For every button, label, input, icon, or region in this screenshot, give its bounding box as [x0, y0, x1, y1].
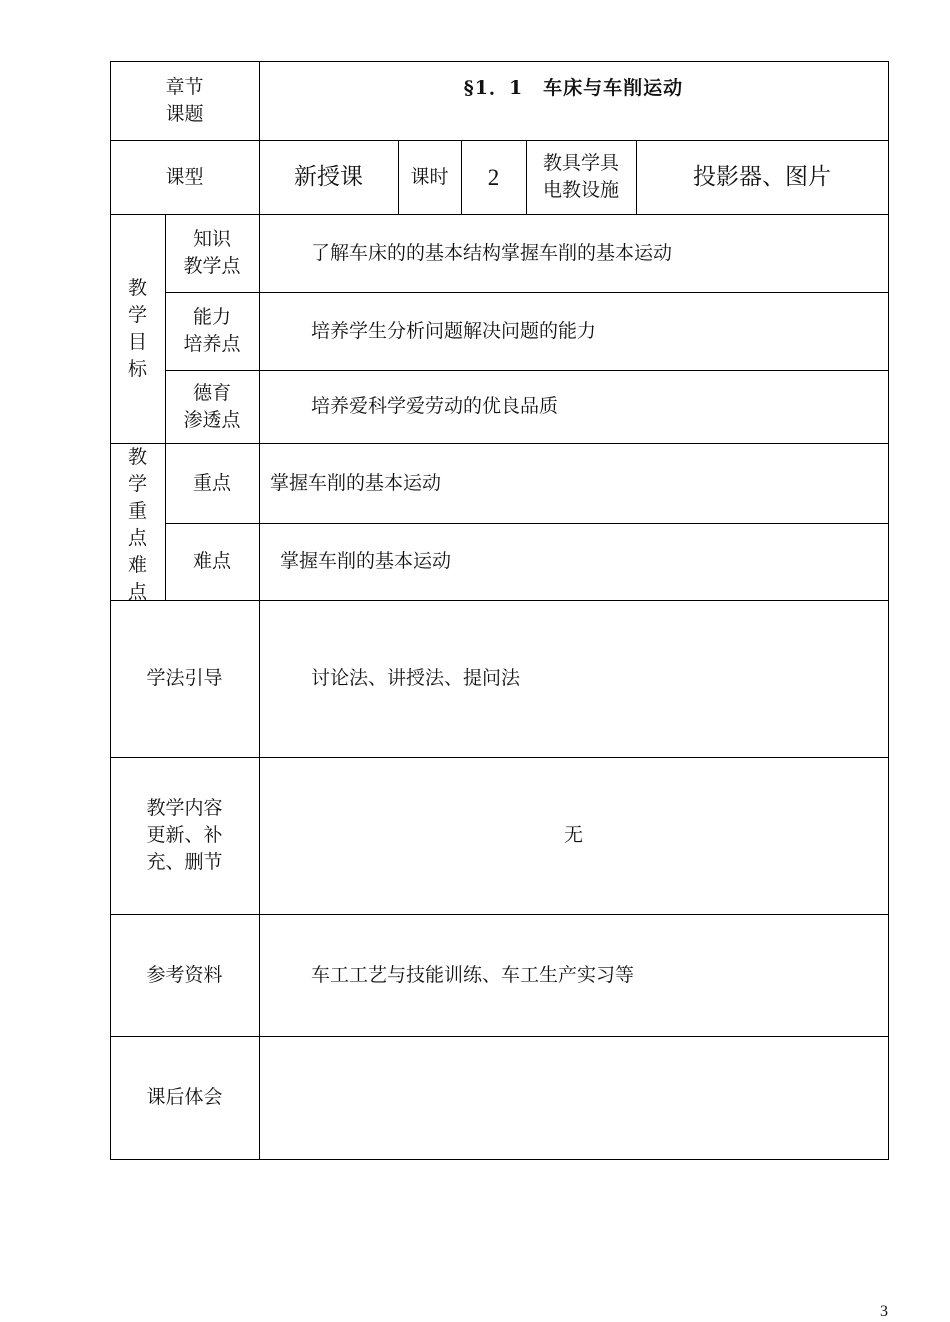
lesson-hours-value: 2 [487, 164, 500, 190]
lesson-type-value: 新授课 [294, 163, 363, 190]
keypoint-label-difficulty: 难点 [192, 550, 231, 572]
keypoints-group-label: 教 学 重 点 难 点 [127, 446, 147, 600]
objective-label-ability: 能力 培养点 [183, 306, 241, 355]
table-border-right [888, 61, 889, 1160]
teaching-aids-label: 教具学具 电教设施 [542, 152, 619, 201]
content-update-label: 教学内容 更新、补 充、删节 [146, 797, 223, 873]
reflection-value [311, 1036, 881, 1159]
chapter-title-text: §1．1 车床与车削运动 [463, 76, 684, 99]
objective-label-moral: 德育 渗透点 [183, 381, 241, 431]
chapter-title [259, 61, 888, 115]
method-value: 讨论法、讲授法、提问法 [311, 667, 521, 689]
keypoint-value-difficulty: 掌握车削的基本运动 [280, 550, 452, 572]
references-label: 参考资料 [146, 963, 223, 986]
chapter-label: 章节 课题 [165, 75, 204, 125]
lesson-hours-label: 课时 [410, 165, 449, 188]
table-border-bottom [110, 1159, 889, 1160]
teaching-aids-value: 投影器、图片 [693, 163, 831, 190]
keypoint-value-focus: 掌握车削的基本运动 [270, 471, 442, 494]
method-label: 学法引导 [146, 667, 223, 689]
objective-value-ability: 培养学生分析问题解决问题的能力 [311, 319, 597, 342]
objective-value-moral: 培养爱科学爱劳动的优良品质 [311, 395, 559, 417]
objective-label-knowledge: 知识 教学点 [183, 228, 241, 277]
keypoint-label-focus: 重点 [192, 471, 231, 494]
references-value: 车工工艺与技能训练、车工生产实习等 [311, 963, 635, 986]
page-number: 3 [880, 1303, 888, 1320]
lesson-type-label: 课型 [165, 165, 204, 188]
objectives-group-label: 教 学 目 标 [127, 277, 147, 380]
reflection-label: 课后体会 [146, 1086, 223, 1108]
objective-value-knowledge: 了解车床的的基本结构掌握车削的基本运动 [311, 241, 673, 264]
table-col-divider [259, 61, 260, 1160]
content-update-value: 无 [563, 824, 583, 846]
